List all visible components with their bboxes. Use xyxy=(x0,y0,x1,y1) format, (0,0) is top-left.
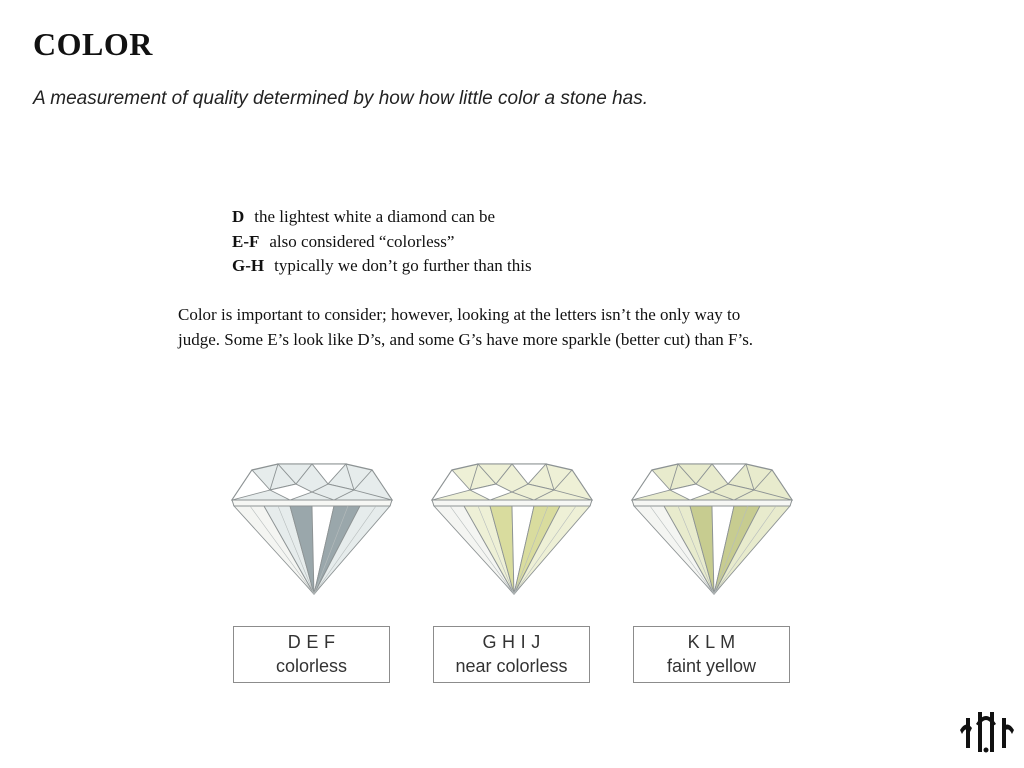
grade-label: colorless xyxy=(275,656,348,676)
grade-label: near colorless xyxy=(455,656,568,676)
grade-label: faint yellow xyxy=(666,656,757,676)
grade-row-g-h xyxy=(232,254,532,279)
grade-code: D xyxy=(232,207,245,226)
grade-letters: D E F xyxy=(287,632,336,652)
grade-row-e-f xyxy=(232,230,532,255)
slide-subtitle: A measurement of quality determined by how how little color a stone has. xyxy=(33,88,649,109)
grade-code: G-H xyxy=(232,256,265,275)
monogram-logo-icon xyxy=(958,706,1016,758)
grade-description: typically we don’t go further than this xyxy=(274,256,532,275)
note-line-2: judge. Some E’s look like D’s, and some G’s have more sparkle (better cut) than F’s. xyxy=(178,330,754,349)
grade-description: the lightest white a diamond can be xyxy=(254,207,496,226)
grade-row-d xyxy=(232,205,532,230)
diamond-icon-faint-yellow xyxy=(630,462,794,597)
grade-list xyxy=(232,205,532,279)
note-line-1: Color is important to consider; however, looking at the letters isn’t the only way to xyxy=(178,305,741,324)
grade-label-near-colorless xyxy=(433,626,590,683)
grade-letters: G H I J xyxy=(482,632,541,652)
grade-description: also considered “colorless” xyxy=(269,231,455,251)
diamond-icon-colorless xyxy=(230,462,394,597)
grade-label-faint-yellow xyxy=(633,626,790,683)
grade-label-colorless xyxy=(233,626,390,683)
diamond-icon-near-colorless xyxy=(430,462,594,597)
grade-letters: K L M xyxy=(687,632,736,652)
color-note xyxy=(178,302,878,352)
slide-title: COLOR xyxy=(33,26,153,62)
grade-code: E-F xyxy=(232,231,260,251)
